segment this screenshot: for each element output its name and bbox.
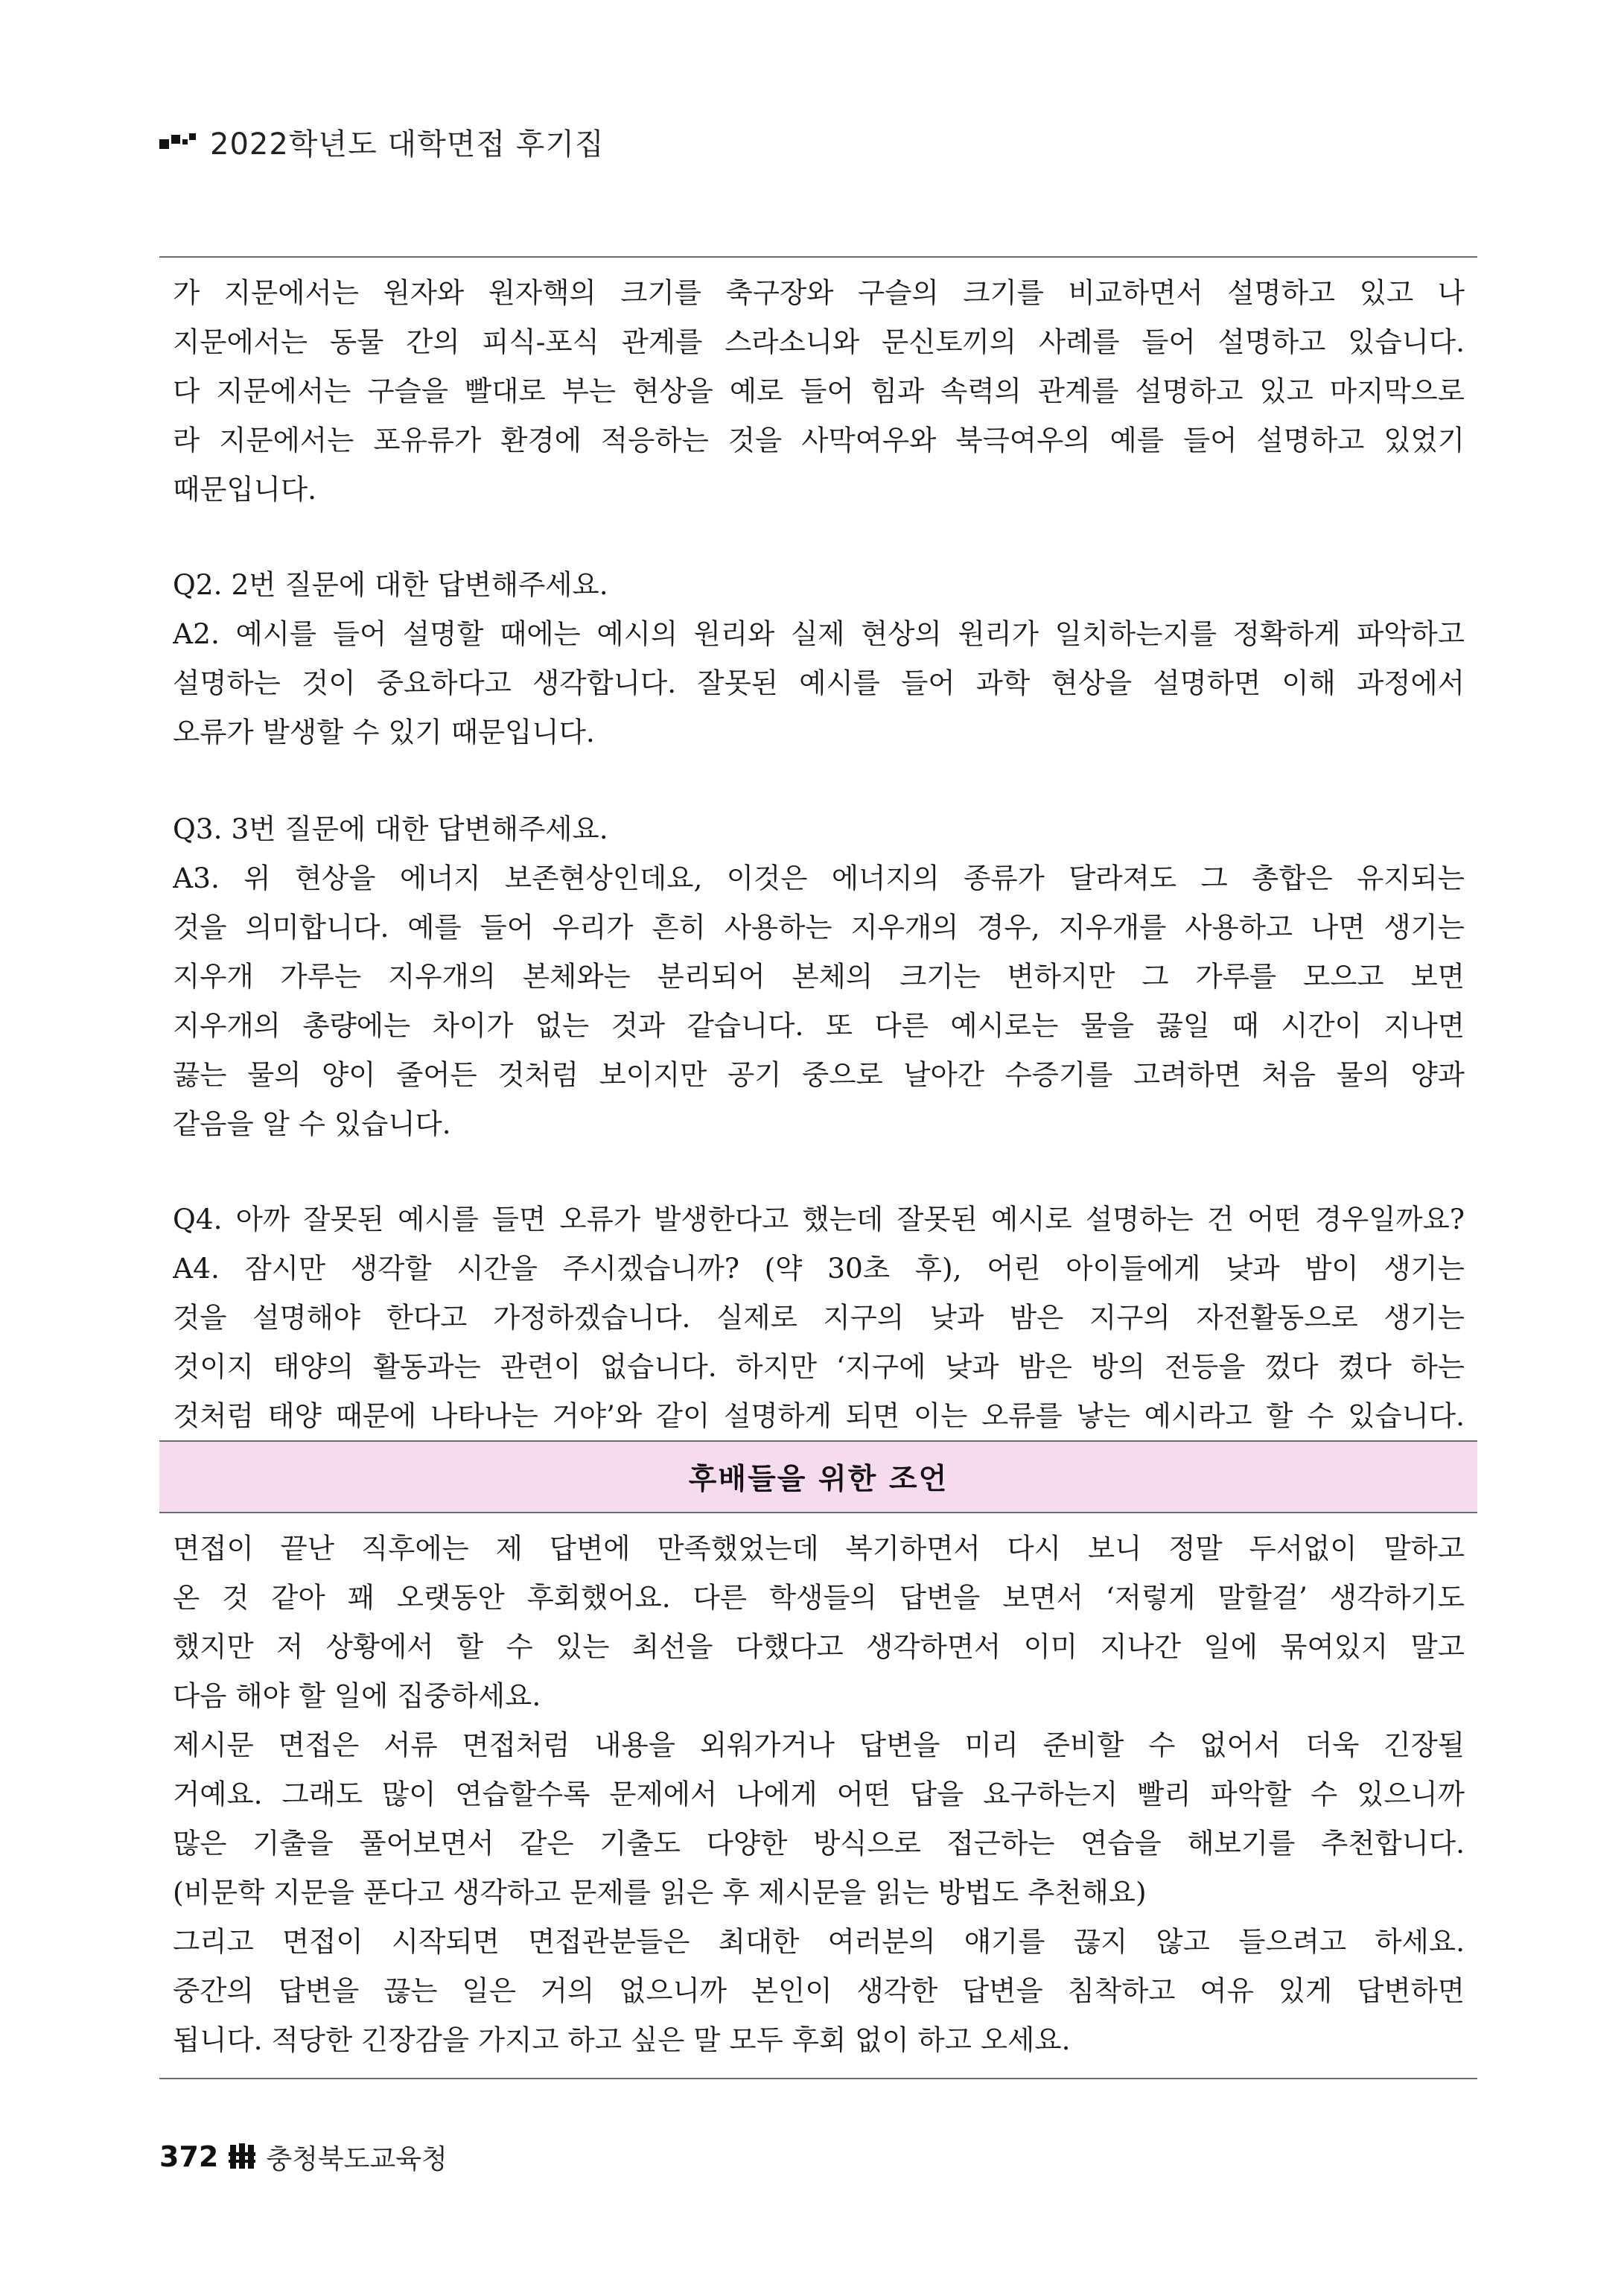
advice-line: 중간의 답변을 끊는 일은 거의 없으니까 본인이 생각한 답변을 침착하고 여유 있게 답변하면 [173, 1974, 1465, 2007]
header-title: 2022학년도 대학면접 후기집 [210, 127, 605, 162]
advice-section-header [159, 1440, 1477, 1513]
answer-line: 것을 의미합니다. 예를 들어 우리가 흔히 사용하는 지우개의 경우, 지우개를 사용하고 나면 생기는 [173, 911, 1465, 944]
page-number: 372 [159, 2140, 219, 2173]
answer-line: 지우개 가루는 지우개의 본체와는 분리되어 본체의 크기는 변하지만 그 가루를 모으고 보면 [173, 960, 1465, 993]
answer-line: A2. 예시를 들어 설명할 때에는 예시의 원리와 실제 현상의 원리가 일치하는지를 정확하게 파악하고 [173, 617, 1465, 650]
running-header [159, 119, 605, 164]
answer-line: 오류가 발생할 수 있기 때문입니다. [173, 716, 595, 748]
question-line: Q2. 2번 질문에 대한 답변해주세요. [173, 568, 608, 601]
answer-line: A3. 위 현상을 에너지 보존현상인데요, 이것은 에너지의 종류가 달라져도 그 총합은 유지되는 [173, 862, 1465, 894]
answer-line: 같음을 알 수 있습니다. [173, 1107, 451, 1140]
qa-3 [173, 804, 1465, 1148]
answer-line: 것을 설명해야 한다고 가정하겠습니다. 실제로 지구의 낮과 밤은 지구의 자전활동으로 생기는 [173, 1301, 1465, 1334]
answer-line: A4. 잠시만 생각할 시간을 주시겠습니까? (약 30초 후), 어린 아이들에게 낮과 밤이 생기는 [173, 1252, 1465, 1285]
education-office-logo-icon [227, 2142, 257, 2172]
page-footer [159, 2134, 448, 2179]
answer-line: 설명하는 것이 중요하다고 생각합니다. 잘못된 예시를 들어 과학 현상을 설명하면 이해 과정에서 [173, 667, 1465, 699]
answer-line: 것처럼 태양 때문에 나타나는 거야’와 같이 설명하게 되면 이는 오류를 낳는 예시라고 할 수 있습니다. [173, 1399, 1465, 1432]
text-line: 가 지문에서는 원자와 원자핵의 크기를 축구장와 구슬의 크기를 비교하면서 설명하고 있고 나 [173, 276, 1465, 309]
bottom-divider [159, 2078, 1477, 2079]
advice-line: 거예요. 그래도 많이 연습할수록 문제에서 나에게 어떤 답을 요구하는지 빨리 파악할 수 있으니까 [173, 1778, 1465, 1810]
qa-4 [173, 1195, 1465, 1440]
advice-line: 제시문 면접은 서류 면접처럼 내용을 외워가거나 답변을 미리 준비할 수 없어서 더욱 긴장될 [173, 1729, 1465, 1761]
advice-line: 다음 해야 할 일에 집중하세요. [173, 1679, 541, 1712]
advice-line: 많은 기출을 풀어보면서 같은 기출도 다양한 방식으로 접근하는 연습을 해보기를 추천합니다. [173, 1827, 1465, 1860]
advice-line: 면접이 끝난 직후에는 제 답변에 만족했었는데 복기하면서 다시 보니 정말 두서없이 말하고 [173, 1532, 1465, 1565]
text-line: 때문입니다. [173, 473, 317, 506]
advice-title: 후배들을 위한 조언 [688, 1463, 949, 1496]
advice-line: 온 것 같아 꽤 오랫동안 후회했어요. 다른 학생들의 답변을 보면서 ‘저렇게 말할걸’ 생각하기도 [173, 1581, 1465, 1614]
advice-body [173, 1524, 1465, 2064]
top-divider [159, 256, 1477, 258]
question-line: Q3. 3번 질문에 대한 답변해주세요. [173, 812, 608, 845]
text-line: 다 지문에서는 구슬을 빨대로 부는 현상을 예로 들어 힘과 속력의 관계를 설명하고 있고 마지막으로 [173, 375, 1465, 407]
answer-line: 지우개의 총량에는 차이가 없는 것과 같습니다. 또 다른 예시로는 물을 끓일 때 시간이 지나면 [173, 1009, 1465, 1042]
text-line: 라 지문에서는 포유류가 환경에 적응하는 것을 사막여우와 북극여우의 예를 들어 설명하고 있었기 [173, 424, 1465, 457]
question-line: Q4. 아까 잘못된 예시를 들면 오류가 발생한다고 했는데 잘못된 예시로 설명하는 건 어떤 경우일까요? [173, 1203, 1465, 1236]
answer-line: 것이지 태양의 활동과는 관련이 없습니다. 하지만 ‘지구에 낮과 밤은 방의 전등을 껐다 켰다 하는 [173, 1350, 1465, 1383]
header-squares-icon [159, 132, 197, 151]
intro-paragraph [173, 268, 1465, 514]
advice-line: 됩니다. 적당한 긴장감을 가지고 하고 싶은 말 모두 후회 없이 하고 오세요. [173, 2023, 1071, 2056]
qa-2 [173, 560, 1465, 757]
organization-name: 충청북도교육청 [266, 2143, 448, 2175]
answer-line: 끓는 물의 양이 줄어든 것처럼 보이지만 공기 중으로 날아간 수증기를 고려하면 처음 물의 양과 [173, 1058, 1465, 1091]
advice-line: 했지만 저 상황에서 할 수 있는 최선을 다했다고 생각하면서 이미 지나간 일에 묶여있지 말고 [173, 1630, 1465, 1663]
advice-line: 그리고 면접이 시작되면 면접관분들은 최대한 여러분의 얘기를 끊지 않고 들으려고 하세요. [173, 1925, 1465, 1958]
advice-line: (비문학 지문을 푼다고 생각하고 문제를 읽은 후 제시문을 읽는 방법도 추천해요) [173, 1876, 1147, 1909]
text-line: 지문에서는 동물 간의 피식-포식 관계를 스라소니와 문신토끼의 사례를 들어 설명하고 있습니다. [173, 325, 1465, 358]
